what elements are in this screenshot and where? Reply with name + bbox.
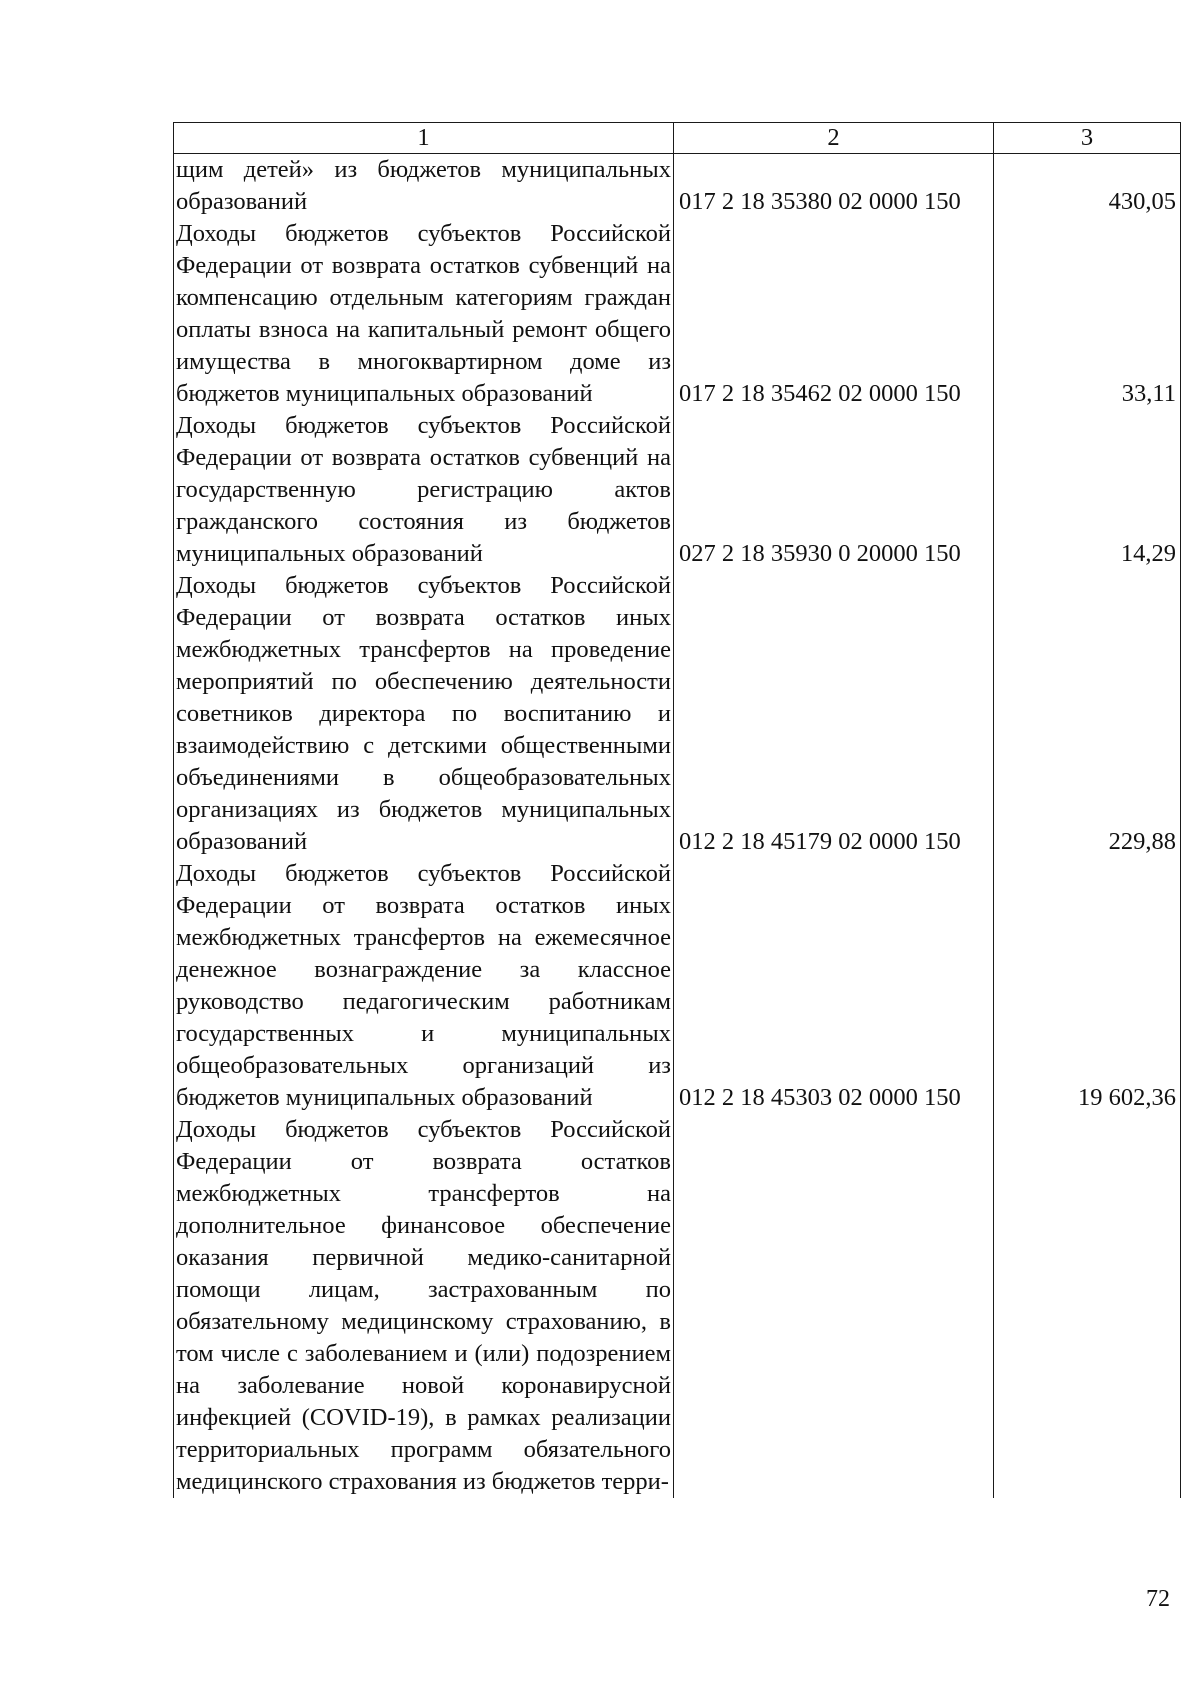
row-code bbox=[674, 1114, 994, 1498]
row-amount: 33,11 bbox=[994, 218, 1181, 410]
column-header-1: 1 bbox=[174, 123, 674, 154]
row-description: Доходы бюджетов субъектов Российской Федерации от возврата остатков субвенций на государственную регистрацию актов гражданского состояния из бюджетов муниципальных образований bbox=[174, 410, 674, 570]
table-row bbox=[174, 1114, 1181, 1498]
row-description: Доходы бюджетов субъектов Российской Федерации от возврата остатков иных межбюджетных трансфертов на ежемесячное денежное вознаграждение за классное руководство педагогическим работникам государственных и муниципальных общеобразовательных организаций из бюджетов муниципальных образований bbox=[174, 858, 674, 1114]
row-amount bbox=[994, 1114, 1181, 1498]
row-code: 012 2 18 45179 02 0000 150 bbox=[674, 570, 994, 858]
column-header-2: 2 bbox=[674, 123, 994, 154]
row-amount: 14,29 bbox=[994, 410, 1181, 570]
row-description: Доходы бюджетов субъектов Российской Федерации от возврата остатков субвенций на компенсацию отдельным категориям граждан оплаты взноса на капитальный ремонт общего имущества в многоквартирном доме из бюджетов муниципальных образований bbox=[174, 218, 674, 410]
table-header-row bbox=[174, 123, 1181, 154]
table-row bbox=[174, 218, 1181, 410]
table-row bbox=[174, 410, 1181, 570]
table-row bbox=[174, 858, 1181, 1114]
page-number: 72 bbox=[1146, 1586, 1170, 1612]
budget-revenue-table bbox=[173, 122, 1181, 1498]
row-description: щим детей» из бюджетов муниципальных образований bbox=[174, 154, 674, 219]
row-amount: 430,05 bbox=[994, 154, 1181, 219]
row-amount: 229,88 bbox=[994, 570, 1181, 858]
column-header-3: 3 bbox=[994, 123, 1181, 154]
table-row bbox=[174, 154, 1181, 219]
row-code: 017 2 18 35462 02 0000 150 bbox=[674, 218, 994, 410]
row-code: 017 2 18 35380 02 0000 150 bbox=[674, 154, 994, 219]
row-code: 012 2 18 45303 02 0000 150 bbox=[674, 858, 994, 1114]
row-amount: 19 602,36 bbox=[994, 858, 1181, 1114]
row-code: 027 2 18 35930 0 20000 150 bbox=[674, 410, 994, 570]
row-description: Доходы бюджетов субъектов Российской Федерации от возврата остатков иных межбюджетных трансфертов на проведение мероприятий по обеспечению деятельности советников директора по воспитанию и взаимодействию с детскими общественными объединениями в общеобразовательных организациях из бюджетов муниципальных образований bbox=[174, 570, 674, 858]
row-description: Доходы бюджетов субъектов Российской Федерации от возврата остатков межбюджетных трансфертов на дополнительное финансовое обеспечение оказания первичной медико-санитарной помощи лицам, застрахованным по обязательному медицинскому страхованию, в том числе с заболеванием и (или) подозрением на заболевание новой коронавирусной инфекцией (COVID-19), в рамках реализации территориальных программ обязательного медицинского страхования из бюджетов терри- bbox=[174, 1114, 674, 1498]
table-row bbox=[174, 570, 1181, 858]
